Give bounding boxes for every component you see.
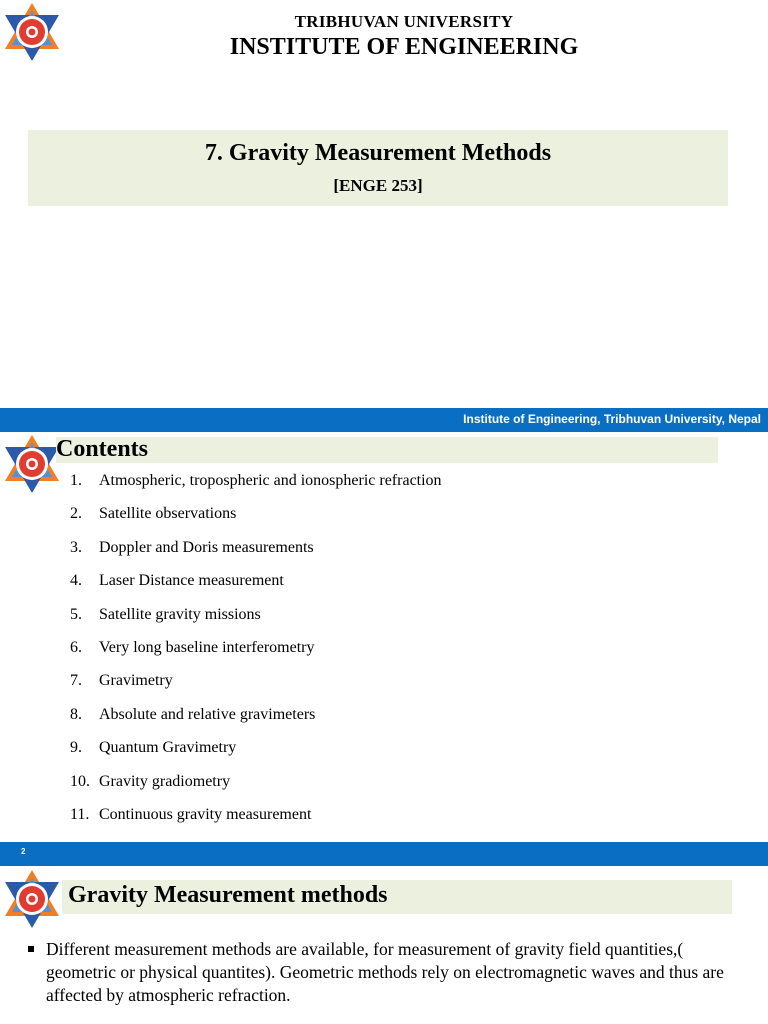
item-number: 7.	[70, 672, 82, 690]
item-text: Continuous gravity measurement	[99, 805, 312, 823]
section-heading-bar	[62, 880, 732, 914]
item-text: Quantum Gravimetry	[99, 739, 237, 757]
item-number: 3.	[70, 538, 82, 556]
list-item	[70, 539, 442, 572]
item-text: Laser Distance measurement	[99, 572, 284, 590]
slide-title: 7. Gravity Measurement Methods	[204, 140, 552, 166]
item-text: Gravity gradiometry	[99, 772, 231, 790]
list-item	[70, 639, 442, 672]
list-item	[70, 773, 442, 806]
item-text: Satellite observations	[99, 505, 237, 523]
course-code: [ENGE 253]	[333, 176, 423, 195]
item-text: Doppler and Doris measurements	[99, 538, 314, 556]
bullet-text: Different measurement methods are available, for measurement of gravity field quantities,( geometric or physical quantites). Geometric methods rely on electromagnetic waves and thus are affected by atmospheric refraction.	[46, 939, 724, 1005]
item-number: 2.	[70, 505, 82, 523]
item-number: 11.	[70, 805, 90, 823]
ioe-logo-icon	[1, 868, 63, 930]
contents-heading: Contents	[56, 436, 149, 462]
page-number: 2	[21, 847, 26, 856]
list-item	[70, 572, 442, 605]
item-number: 1.	[70, 472, 82, 489]
bullet-item	[28, 938, 728, 1007]
institute-name: INSTITUTE OF ENGINEERING	[229, 34, 579, 60]
university-name: TRIBHUVAN UNIVERSITY	[294, 12, 514, 31]
list-item	[70, 606, 442, 639]
list-item	[70, 472, 442, 505]
ioe-logo-icon	[1, 433, 63, 495]
item-number: 5.	[70, 605, 82, 623]
list-item	[70, 806, 442, 839]
item-number: 4.	[70, 572, 82, 590]
item-text: Absolute and relative gravimeters	[99, 705, 316, 723]
item-number: 8.	[70, 705, 82, 723]
title-slide	[0, 0, 768, 408]
footer-text: Institute of Engineering, Tribhuvan University, Nepal	[463, 412, 761, 426]
item-text: Satellite gravity missions	[99, 605, 261, 623]
item-text: Very long baseline interferometry	[99, 638, 315, 656]
item-number: 6.	[70, 638, 82, 656]
slide-footer	[0, 842, 768, 866]
contents-list	[70, 472, 442, 839]
item-number: 10.	[70, 772, 90, 790]
section-heading: Gravity Measurement methods	[68, 882, 388, 908]
list-item	[70, 706, 442, 739]
slide-footer	[0, 408, 768, 432]
list-item	[70, 505, 442, 538]
item-number: 9.	[70, 739, 82, 757]
contents-heading-bar	[56, 437, 718, 463]
title-box	[28, 130, 728, 206]
list-item	[70, 672, 442, 705]
item-text: Atmospheric, tropospheric and ionospheric refraction	[99, 472, 442, 489]
item-text: Gravimetry	[99, 672, 173, 690]
bullet-square-icon	[28, 946, 34, 952]
list-item	[70, 739, 442, 772]
